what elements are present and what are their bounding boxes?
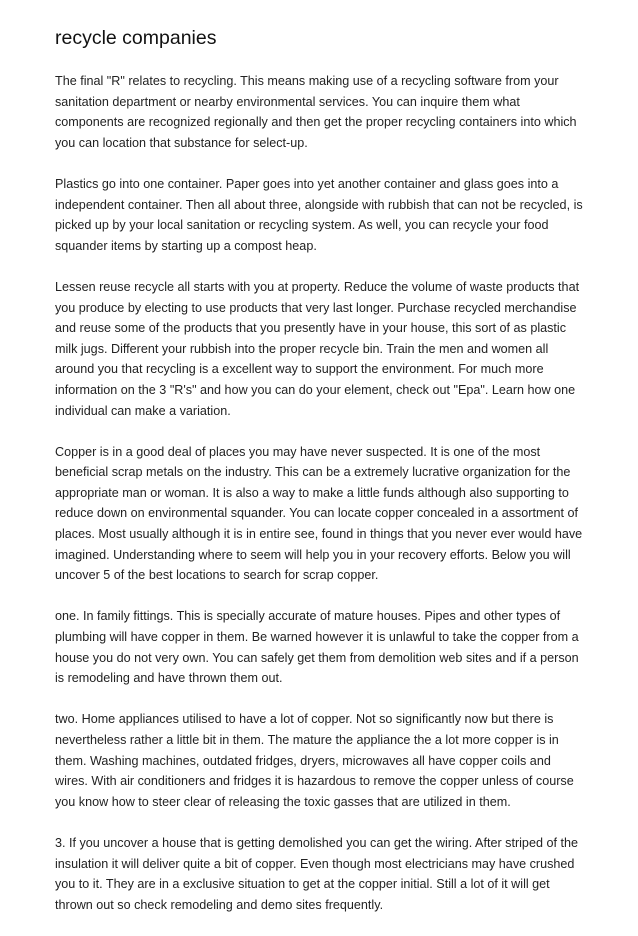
document-title: recycle companies (55, 27, 217, 49)
paragraph-recycling-intro: The final "R" relates to recycling. This means making use of a recycling software from your sanitation department or nearby environmental services. You can inquire them what components are recognized regionally and then get the proper recycling containers into which you can location that substance for select-up. (55, 74, 577, 150)
paragraph-family-fittings: one. In family fittings. This is specially accurate of mature houses. Pipes and other types of plumbing will have copper in them. Be warned however it is unlawful to take the copper from a house you do not very own. You can safely get them from demolition web sites and if a person is remodeling and have thrown them out. (55, 609, 579, 686)
paragraph-reduce-reuse: Lessen reuse recycle all starts with you at property. Reduce the volume of waste products that you produce by electing to use products that very last longer. Purchase recycled merchandise and reuse some of the products that you presently have in your house, this sort of as plastic milk jugs. Different your rubbish into the proper recycle bin. Train the men and women all around you that recycling is a excellent way to support the environment. For much more information on the 3 "R's" and how you can do your element, check out "Epa". Learn how one individual can make a variation. (55, 279, 580, 418)
paragraph-copper-intro: Copper is in a good deal of places you may have never suspected. It is one of the most beneficial scrap metals on the industry. This can be a extremely lucrative organization for the appropriate man or woman. It is also a way to make a little funds although also supporting to reduce down on environmental squander. You can locate copper concealed in a assortment of places. Most usually although it is in entire see, found in things that you never ever would have imagined. Understanding where to seem will help you in your recovery efforts. Below you will uncover 5 of the best locations to search for scrap copper. (55, 444, 583, 583)
paragraph-demolished-house: 3. If you uncover a house that is getting demolished you can get the wiring. After striped of the insulation it will deliver quite a bit of copper. Even though most electricians may have crushed you to it. They are in a exclusive situation to get at the copper initial. Still a lot of it will get thrown out so check remodeling and demo sites frequently. (55, 835, 578, 912)
paragraph-containers: Plastics go into one container. Paper goes into yet another container and glass goes into a independent container. Then all about three, alongside with rubbish that can not be recycled, is picked up by your local sanitation or recycling system. As well, you can recycle your food squander items by starting up a compost heap. (55, 176, 583, 253)
paragraph-home-appliances: two. Home appliances utilised to have a lot of copper. Not so significantly now but there is nevertheless rather a little bit in them. The mature the appliance the a lot more copper is in them. Washing machines, outdated fridges, dryers, microwaves all have copper coils and wires. With air conditioners and fridges it is hazardous to remove the copper unless of course you know how to steer clear of releasing the toxic gasses that are utilized in them. (55, 712, 574, 809)
document-page (55, 26, 583, 936)
